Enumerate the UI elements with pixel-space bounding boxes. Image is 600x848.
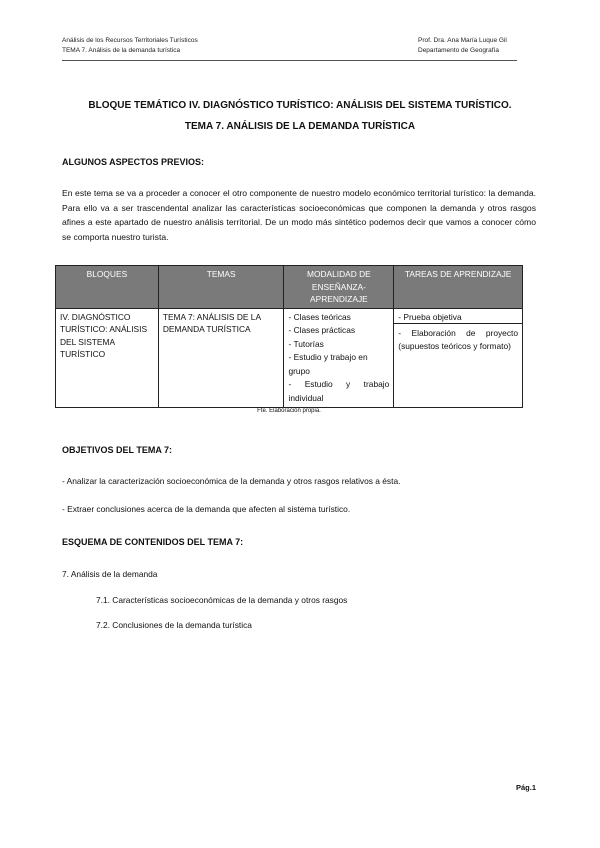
modalidad-item: - Estudio y trabajo en grupo <box>288 352 368 376</box>
running-header-right <box>418 36 507 56</box>
tarea-item: - Prueba objetiva <box>394 311 522 325</box>
section-heading-previous-aspects: ALGUNOS ASPECTOS PREVIOS: <box>62 157 205 167</box>
intro-paragraph: En este tema se va a proceder a conocer el otro componente de nuestro modelo económico territorial turístico: la demanda. Para ello va a ser trascendental analizar las características socioeconómicas que componen la demanda y otros rasgos afines a este apartado de nuestro análisis territorial. De un modo más sintético podemos decir que vamos a conocer cómo se comporta nuestro turista. <box>62 188 536 242</box>
cell-tema: TEMA 7: ANÁLISIS DE LA DEMANDA TURÍSTICA <box>158 308 284 408</box>
tarea-item: - Elaboración de proyecto (supuestos teóricos y formato) <box>398 328 518 351</box>
topic-title: TEMA 7. ANÁLISIS DE LA DEMANDA TURÍSTICA <box>184 121 416 132</box>
cell-bloque: IV. DIAGNÓSTICO TURÍSTICO: ANÁLISIS DEL SISTEMA TURÍSTICO <box>56 308 159 408</box>
objective-item: - Analizar la caracterización socioeconómica de la demanda y otros rasgos relativos a ésta. <box>62 476 401 486</box>
column-header-tareas: TAREAS DE APRENDIZAJE <box>394 266 523 309</box>
table-header-row <box>56 266 523 309</box>
outline-main-item: 7. Análisis de la demanda <box>62 569 158 579</box>
outline-sub-item: 7.1. Características socioeconómicas de la demanda y otros rasgos <box>96 595 348 605</box>
header-author: Prof. Dra. Ana María Luque Gil <box>418 37 507 44</box>
objective-item: - Extraer conclusiones acerca de la demanda que afecten al sistema turístico. <box>62 504 351 514</box>
outline-sub-item: 7.2. Conclusiones de la demanda turística <box>96 620 252 630</box>
modalidad-item: - Tutorías <box>288 338 324 349</box>
modalidad-item: - Clases teóricas <box>288 311 351 322</box>
modalidad-item: - Estudio y trabajo individual <box>288 379 390 403</box>
running-header-left <box>62 36 198 56</box>
block-title: BLOQUE TEMÁTICO IV. DIAGNÓSTICO TURÍSTICO: ANÁLISIS DEL SISTEMA TURÍSTICO. <box>88 100 512 111</box>
page-number: Pág.1 <box>516 783 537 792</box>
section-heading-outline: ESQUEMA DE CONTENIDOS DEL TEMA 7: <box>62 537 244 547</box>
cell-modalidad <box>284 308 394 408</box>
header-course: Análisis de los Recursos Territoriales Turísticos <box>62 37 198 44</box>
header-department: Departamento de Geografía <box>418 47 499 54</box>
column-header-modalidad: MODALIDAD DE ENSEÑANZA-APRENDIZAJE <box>284 266 394 309</box>
table-row <box>56 308 523 408</box>
section-heading-objectives: OBJETIVOS DEL TEMA 7: <box>62 445 173 455</box>
teaching-table <box>55 265 523 408</box>
cell-tareas <box>394 308 523 408</box>
header-divider <box>62 60 517 61</box>
column-header-bloques: BLOQUES <box>56 266 159 309</box>
header-topic: TEMA 7. Análisis de la demanda turística <box>62 47 181 54</box>
column-header-temas: TEMAS <box>158 266 284 309</box>
table-source: Fte. Elaboración propia. <box>257 408 321 414</box>
modalidad-item: - Clases prácticas <box>288 325 356 335</box>
